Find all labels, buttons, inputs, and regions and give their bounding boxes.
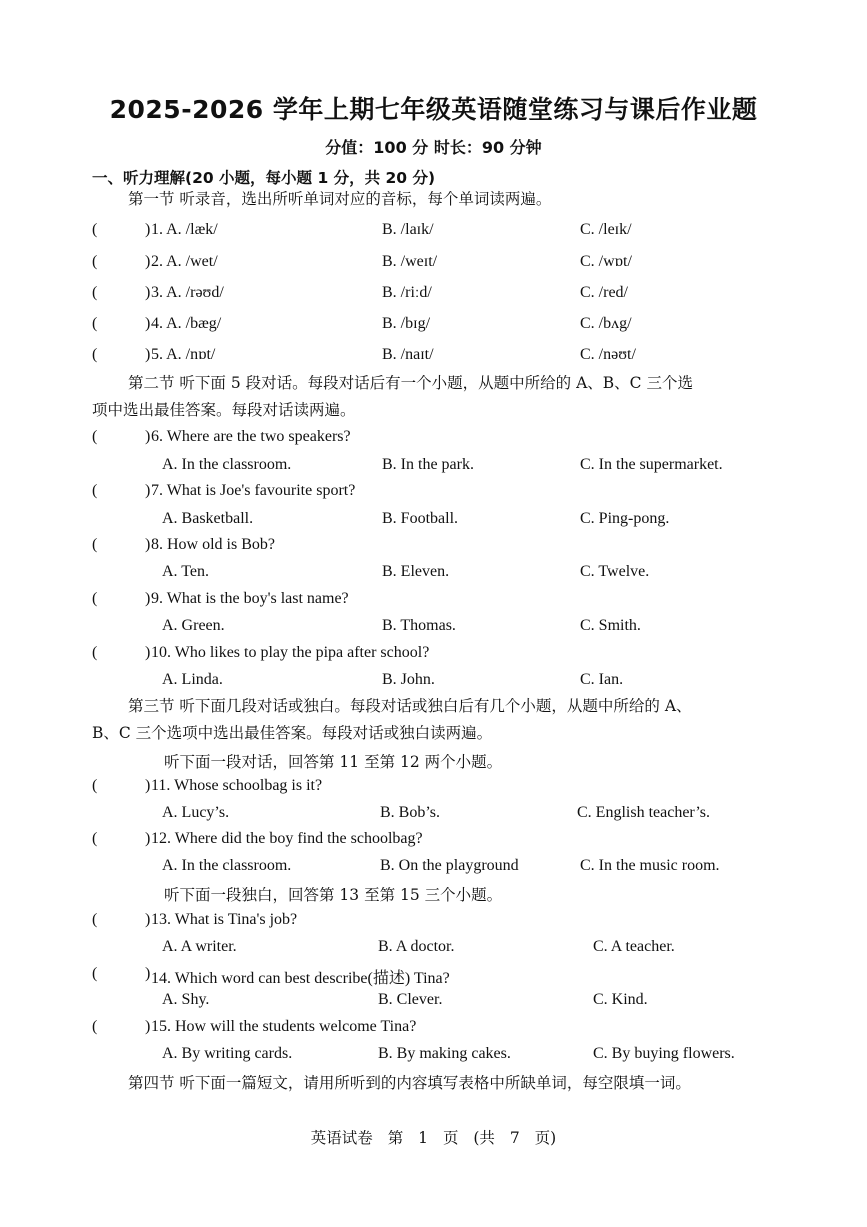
question-stem: 9. What is the boy's last name? — [151, 590, 349, 607]
question-row-5 — [0, 346, 867, 370]
section3-instruction — [92, 693, 792, 747]
question-option-b: B. Clever. — [378, 991, 443, 1008]
question-stem: 12. Where did the boy find the schoolbag? — [151, 830, 423, 847]
question-options-row-11 — [0, 804, 867, 828]
section4-instruction — [92, 1070, 812, 1097]
question-option-a: A. Shy. — [162, 991, 210, 1008]
answer-paren-close: ) — [145, 590, 151, 607]
question-stem-row-14 — [0, 965, 867, 989]
section1-instruction — [92, 186, 792, 213]
question-stem-row-9 — [0, 590, 867, 614]
answer-paren-open: ( — [92, 1018, 98, 1035]
question-option-c: C. Ping-pong. — [580, 510, 670, 527]
question-option-c: C. Smith. — [580, 617, 641, 634]
answer-paren-open: ( — [92, 644, 98, 661]
question-option-c: C. English teacher’s. — [577, 804, 711, 821]
answer-paren-close: ) — [145, 1018, 151, 1035]
question-options-row-10 — [0, 671, 867, 695]
question-option-b: B. In the park. — [382, 456, 474, 473]
question-option-a: 1. A. /læk/ — [151, 221, 218, 238]
question-option-b: B. /weɪt/ — [382, 253, 438, 270]
question-option-c: C. /bʌg/ — [580, 315, 632, 332]
question-option-c: C. By buying flowers. — [593, 1045, 735, 1062]
answer-paren-close: ) — [145, 536, 151, 553]
section3-intro-dialogue: 听下面一段对话，回答第 11 至第 12 两个小题。 — [164, 753, 503, 771]
question-option-b: B. /laɪk/ — [382, 221, 434, 238]
question-stem-row-8 — [0, 536, 867, 560]
question-option-a: A. In the classroom. — [162, 857, 292, 874]
question-option-c: C. A teacher. — [593, 938, 675, 955]
question-stem: 7. What is Joe's favourite sport? — [151, 482, 356, 499]
question-stem: 14. Which word can best describe(描述) Tina? — [151, 970, 450, 987]
answer-paren-open: ( — [92, 536, 98, 553]
answer-paren-open: ( — [92, 428, 98, 445]
question-options-row-6 — [0, 456, 867, 480]
question-option-c: C. Kind. — [593, 991, 648, 1008]
answer-paren-open: ( — [92, 284, 98, 301]
question-option-b: B. Football. — [382, 510, 459, 527]
question-stem-row-7 — [0, 482, 867, 506]
exam-subtitle: 分值：100 分 时长：90 分钟 — [325, 138, 542, 157]
question-row-1 — [0, 221, 867, 245]
question-stem-row-12 — [0, 830, 867, 854]
answer-paren-open: ( — [92, 482, 98, 499]
answer-paren-close: ) — [145, 428, 151, 445]
question-stem: 11. Whose schoolbag is it? — [151, 777, 323, 794]
exam-title: 2025-2026 学年上期七年级英语随堂练习与课后作业题 — [109, 95, 758, 124]
answer-paren-close: ) — [145, 644, 151, 661]
answer-paren-close: ) — [145, 315, 151, 332]
question-row-4 — [0, 315, 867, 339]
question-option-b: B. On the playground — [380, 857, 519, 874]
answer-paren-close: ) — [145, 777, 151, 794]
section3-instruction-line1: 第三节 听下面几段对话或独白。每段对话或独白后有几个小题，从题中所给的 A、 — [128, 697, 692, 715]
question-options-row-7 — [0, 510, 867, 534]
question-stem-row-10 — [0, 644, 867, 668]
question-stem-row-6 — [0, 428, 867, 452]
question-options-row-8 — [0, 563, 867, 587]
question-option-a: A. By writing cards. — [162, 1045, 293, 1062]
answer-paren-close: ) — [145, 253, 151, 270]
section3-instruction-line2: B、C 三个选项中选出最佳答案。每段对话或独白读两遍。 — [92, 724, 493, 742]
page-footer: 英语试卷 第 1 页 (共 7 页) — [310, 1129, 557, 1147]
question-stem: 10. Who likes to play the pipa after school? — [151, 644, 430, 661]
question-stem: 8. How old is Bob? — [151, 536, 275, 553]
question-option-c: C. /leɪk/ — [580, 221, 632, 238]
question-option-a: 4. A. /bæg/ — [151, 315, 222, 332]
question-option-c: C. Twelve. — [580, 563, 650, 580]
question-stem: 6. Where are the two speakers? — [151, 428, 351, 445]
question-option-b: B. /naɪt/ — [382, 346, 434, 363]
question-option-b: B. Thomas. — [382, 617, 456, 634]
answer-paren-open: ( — [92, 346, 98, 363]
question-row-2 — [0, 253, 867, 277]
question-options-row-13 — [0, 938, 867, 962]
question-option-b: B. /riːd/ — [382, 284, 432, 301]
question-option-a: 2. A. /wet/ — [151, 253, 218, 270]
question-options-row-15 — [0, 1045, 867, 1069]
question-option-c: C. /wɒt/ — [580, 253, 632, 270]
question-option-c: C. Ian. — [580, 671, 624, 688]
question-options-row-14 — [0, 991, 867, 1015]
question-option-a: A. Ten. — [162, 563, 210, 580]
question-stem-row-11 — [0, 777, 867, 801]
answer-paren-open: ( — [92, 315, 98, 332]
question-stem-row-13 — [0, 911, 867, 935]
answer-paren-open: ( — [92, 777, 98, 794]
answer-paren-close: ) — [145, 965, 151, 982]
answer-paren-close: ) — [145, 830, 151, 847]
question-option-b: B. By making cakes. — [378, 1045, 511, 1062]
question-stem: 15. How will the students welcome Tina? — [151, 1018, 417, 1035]
answer-paren-open: ( — [92, 253, 98, 270]
answer-paren-open: ( — [92, 965, 98, 982]
answer-paren-close: ) — [145, 482, 151, 499]
question-option-c: C. In the supermarket. — [580, 456, 723, 473]
section2-instruction-line1: 第二节 听下面 5 段对话。每段对话后有一个小题，从题中所给的 A、B、C 三个选 — [128, 374, 693, 392]
question-option-c: C. In the music room. — [580, 857, 720, 874]
section4-instruction-text: 第四节 听下面一篇短文，请用所听到的内容填写表格中所缺单词，每空限填一词。 — [128, 1074, 691, 1092]
section3-intro-monologue: 听下面一段独白，回答第 13 至第 15 三个小题。 — [164, 886, 503, 904]
question-option-a: A. Basketball. — [162, 510, 254, 527]
question-option-c: C. /nəʊt/ — [580, 346, 636, 363]
question-option-b: B. /bɪg/ — [382, 315, 431, 332]
question-option-b: B. Bob’s. — [380, 804, 441, 821]
section2-instruction-line2: 项中选出最佳答案。每段对话读两遍。 — [92, 401, 356, 419]
question-options-row-9 — [0, 617, 867, 641]
question-stem: 13. What is Tina's job? — [151, 911, 298, 928]
question-option-a: A. Lucy’s. — [162, 804, 230, 821]
question-option-a: A. Green. — [162, 617, 225, 634]
answer-paren-open: ( — [92, 590, 98, 607]
question-row-3 — [0, 284, 867, 308]
answer-paren-close: ) — [145, 911, 151, 928]
answer-paren-close: ) — [145, 221, 151, 238]
question-option-a: A. A writer. — [162, 938, 237, 955]
answer-paren-close: ) — [145, 346, 151, 363]
question-option-b: B. John. — [382, 671, 435, 688]
answer-paren-open: ( — [92, 830, 98, 847]
question-options-row-12 — [0, 857, 867, 881]
answer-paren-open: ( — [92, 911, 98, 928]
question-option-a: 3. A. /rəʊd/ — [151, 284, 224, 301]
answer-paren-close: ) — [145, 284, 151, 301]
question-option-b: B. A doctor. — [378, 938, 455, 955]
question-option-a: 5. A. /nɒt/ — [151, 346, 216, 363]
answer-paren-open: ( — [92, 221, 98, 238]
question-stem-row-15 — [0, 1018, 867, 1042]
question-option-b: B. Eleven. — [382, 563, 450, 580]
section1-instruction-text: 第一节 听录音，选出所听单词对应的音标，每个单词读两遍。 — [128, 190, 552, 208]
question-option-a: A. Linda. — [162, 671, 223, 688]
section2-instruction — [92, 370, 792, 424]
question-option-a: A. In the classroom. — [162, 456, 292, 473]
question-option-c: C. /red/ — [580, 284, 628, 301]
part1-heading: 一、听力理解(20 小题，每小题 1 分，共 20 分) — [92, 169, 436, 187]
